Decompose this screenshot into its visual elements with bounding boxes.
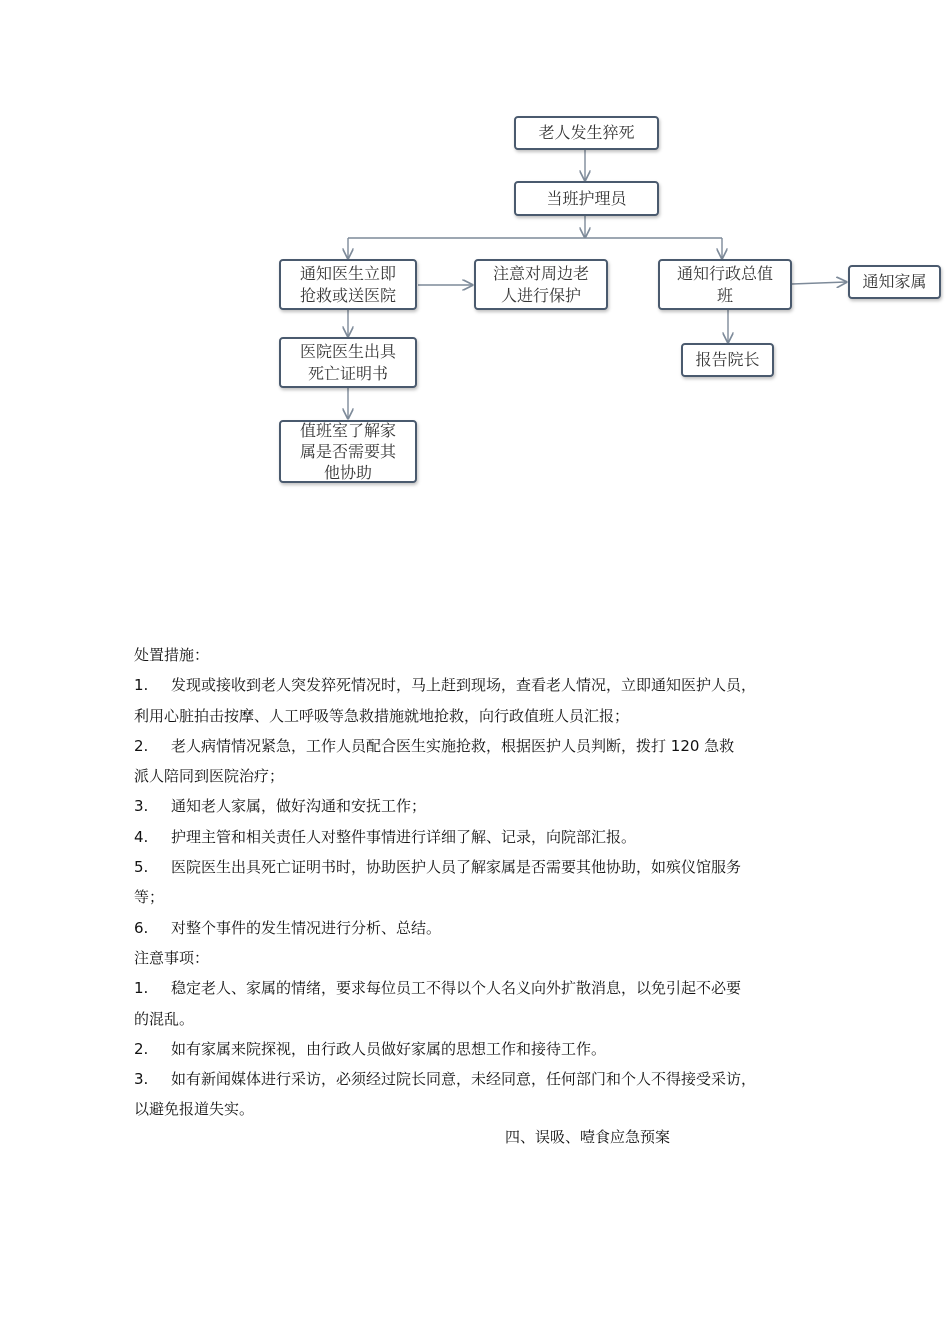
node-notify-admin: 通知行政总值 班 bbox=[658, 259, 792, 310]
item-number: 1. bbox=[134, 979, 149, 998]
item-number: 4. bbox=[134, 827, 149, 846]
measures-heading: 处置措施： bbox=[134, 646, 210, 664]
note-item bbox=[134, 1034, 834, 1064]
measure-item bbox=[134, 913, 834, 943]
item-number: 3. bbox=[134, 797, 149, 816]
item-number: 5. bbox=[134, 858, 149, 877]
flowchart bbox=[0, 0, 950, 500]
note-item bbox=[134, 973, 834, 1003]
item-number: 2. bbox=[134, 1039, 149, 1058]
measure-item bbox=[134, 822, 834, 852]
measure-item bbox=[134, 791, 834, 821]
item-number: 2. bbox=[134, 736, 149, 755]
item-text: 如有家属来院探视，由行政人员做好家属的思想工作和接待工作。 bbox=[171, 1039, 607, 1058]
measures-and-notes bbox=[134, 640, 834, 1125]
connector-admin-family bbox=[792, 282, 846, 284]
item-number: 1. bbox=[134, 676, 149, 695]
measure-item-continued: 派人陪同到医院治疗； bbox=[134, 767, 285, 786]
node-report-dean: 报告院长 bbox=[681, 343, 774, 377]
item-number: 3. bbox=[134, 1070, 149, 1089]
note-item-continued: 的混乱。 bbox=[134, 1009, 195, 1028]
item-text: 老人病情情况紧急，工作人员配合医生实施抢救，根据医护人员判断，拨打 120 急救 bbox=[171, 736, 735, 755]
node-death-certificate: 医院医生出具 死亡证明书 bbox=[279, 337, 417, 388]
next-section-title: 四、误吸、噎食应急预案 bbox=[505, 1128, 671, 1146]
flowchart-connectors bbox=[0, 0, 950, 500]
item-number: 6. bbox=[134, 918, 149, 937]
measure-item-continued: 等； bbox=[134, 888, 165, 907]
measure-item bbox=[134, 670, 834, 700]
item-text: 稳定老人、家属的情绪，要求每位员工不得以个人名义向外扩散消息，以免引起不必要 bbox=[171, 979, 742, 998]
node-start: 老人发生猝死 bbox=[514, 116, 659, 150]
node-duty-nurse: 当班护理员 bbox=[514, 181, 659, 216]
measure-item-continued: 利用心脏拍击按摩、人工呼吸等急救措施就地抢救，向行政值班人员汇报； bbox=[134, 706, 630, 725]
note-item bbox=[134, 1064, 834, 1094]
measure-item bbox=[134, 852, 834, 882]
item-text: 发现或接收到老人突发猝死情况时，马上赶到现场，查看老人情况，立即通知医护人员， bbox=[171, 676, 757, 695]
measure-item bbox=[134, 731, 834, 761]
item-text: 对整个事件的发生情况进行分析、总结。 bbox=[171, 918, 442, 937]
item-text: 通知老人家属，做好沟通和安抚工作； bbox=[171, 797, 427, 816]
node-notify-doctor: 通知医生立即 抢救或送医院 bbox=[279, 259, 417, 310]
node-protect-others: 注意对周边老 人进行保护 bbox=[474, 259, 608, 310]
item-text: 如有新闻媒体进行采访，必须经过院长同意，未经同意，任何部门和个人不得接受采访， bbox=[171, 1070, 757, 1089]
note-item-continued: 以避免报道失实。 bbox=[134, 1100, 255, 1119]
item-text: 护理主管和相关责任人对整件事情进行详细了解、记录，向院部汇报。 bbox=[171, 827, 637, 846]
notes-heading: 注意事项： bbox=[134, 948, 210, 967]
node-duty-room: 值班室了解家 属是否需要其 他协助 bbox=[279, 420, 417, 483]
item-text: 医院医生出具死亡证明书时，协助医护人员了解家属是否需要其他协助，如殡仪馆服务 bbox=[171, 858, 742, 877]
node-notify-family: 通知家属 bbox=[848, 265, 941, 299]
